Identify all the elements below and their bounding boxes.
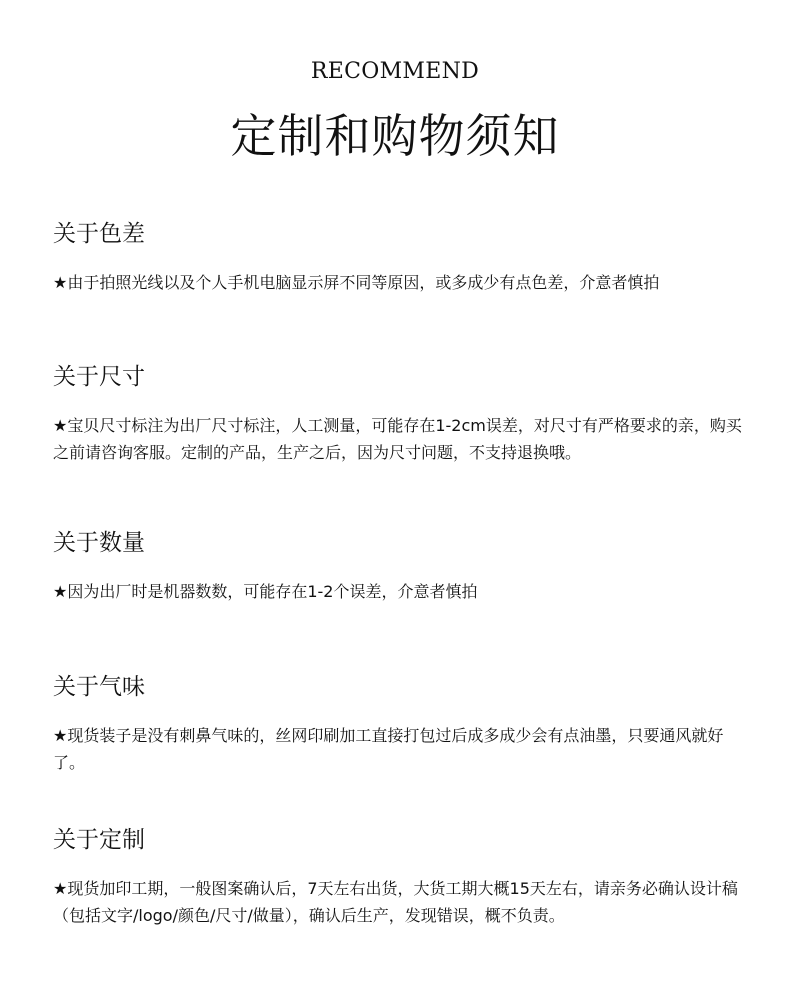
section-body: ★现货装子是没有刺鼻气味的，丝网印刷加工直接打包过后成多成少会有点油墨，只要通风就好了。 — [53, 726, 724, 772]
section-heading: 关于色差 — [53, 221, 145, 247]
section-heading: 关于定制 — [53, 827, 145, 853]
section-color-difference — [53, 219, 743, 296]
section-customization — [53, 825, 743, 929]
section-body: ★宝贝尺寸标注为出厂尺寸标注，人工测量，可能存在1-2cm误差，对尺寸有严格要求的亲，购买之前请咨询客服。定制的产品，生产之后，因为尺寸问题，不支持退换哦。 — [53, 416, 742, 462]
section-odor — [53, 672, 743, 776]
section-size — [53, 362, 743, 466]
section-quantity — [53, 528, 743, 605]
section-heading: 关于气味 — [53, 674, 145, 700]
section-heading: 关于数量 — [53, 530, 145, 556]
recommend-label: RECOMMEND — [310, 59, 480, 84]
section-body: ★现货加印工期，一般图案确认后，7天左右出货，大货工期大概15天左右，请亲务必确认设计稿（包括文字/logo/颜色/尺寸/做量），确认后生产，发现错误，概不负责。 — [53, 879, 738, 925]
section-heading: 关于尺寸 — [53, 364, 145, 390]
section-body: ★因为出厂时是机器数数，可能存在1-2个误差，介意者慎拍 — [53, 582, 478, 601]
page-title: 定制和购物须知 — [230, 109, 560, 163]
section-body: ★由于拍照光线以及个人手机电脑显示屏不同等原因，或多成少有点色差，介意者慎拍 — [53, 273, 660, 292]
